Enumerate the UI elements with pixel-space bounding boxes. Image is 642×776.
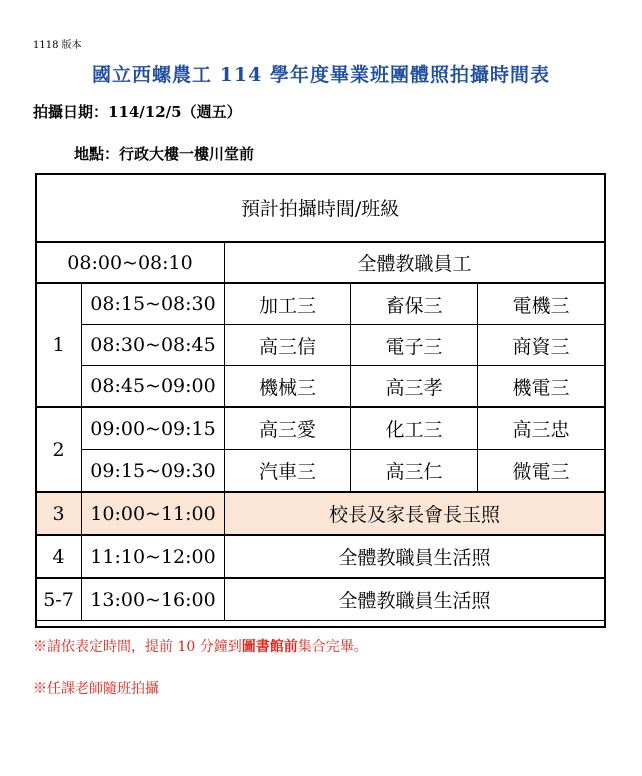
note-location: 圖書館前 <box>241 639 298 655</box>
class-cell: 加工三 <box>225 283 351 325</box>
note-text: ※請依表定時間，提前 10 分鐘到 <box>33 639 242 655</box>
time-cell: 10:00~11:00 <box>82 492 225 535</box>
class-cell: 機械三 <box>225 366 351 408</box>
group-cell: 全體教職員工 <box>225 242 605 283</box>
table-row <box>36 407 605 450</box>
schedule-table <box>35 173 605 621</box>
class-cell: 畜保三 <box>351 283 478 325</box>
class-cell: 微電三 <box>478 450 605 493</box>
time-cell: 08:00~08:10 <box>36 242 225 283</box>
class-cell: 商資三 <box>478 325 605 366</box>
version-label: 1118 版本 <box>33 40 82 51</box>
class-cell: 化工三 <box>351 407 478 450</box>
time-cell: 09:15~09:30 <box>82 450 225 493</box>
table-row <box>36 242 605 283</box>
table-row <box>36 283 605 325</box>
note-text: 集合完畢。 <box>297 639 368 655</box>
table-header: 預計拍攝時間/班級 <box>36 174 605 243</box>
note-arrival <box>33 636 368 656</box>
table-row-highlight <box>36 492 605 535</box>
class-cell: 機電三 <box>478 366 605 408</box>
group-cell: 校長及家長會長玉照 <box>225 492 605 535</box>
table-row <box>36 578 605 621</box>
table-row <box>36 450 605 493</box>
slot-number: 4 <box>36 535 82 578</box>
class-cell: 高三信 <box>225 325 351 366</box>
slot-number: 1 <box>36 283 82 407</box>
slot-number: 3 <box>36 492 82 535</box>
time-cell: 08:45~09:00 <box>82 366 225 408</box>
table-row <box>36 535 605 578</box>
class-cell: 高三仁 <box>351 450 478 493</box>
class-cell: 高三忠 <box>478 407 605 450</box>
time-cell: 11:10~12:00 <box>82 535 225 578</box>
group-cell: 全體教職員生活照 <box>225 535 605 578</box>
time-cell: 13:00~16:00 <box>82 578 225 621</box>
class-cell: 電子三 <box>351 325 478 366</box>
slot-number: 5-7 <box>36 578 82 621</box>
shoot-date: 拍攝日期：114/12/5（週五） <box>33 103 242 121</box>
group-cell: 全體教職員生活照 <box>225 578 605 621</box>
class-cell: 高三孝 <box>351 366 478 408</box>
shoot-location: 地點：行政大樓一樓川堂前 <box>74 145 255 163</box>
time-cell: 09:00~09:15 <box>82 407 225 450</box>
class-cell: 汽車三 <box>225 450 351 493</box>
table-row <box>36 325 605 366</box>
slot-number: 2 <box>36 407 82 492</box>
class-cell: 高三愛 <box>225 407 351 450</box>
table-row <box>36 366 605 408</box>
note-teachers: ※任課老師隨班拍攝 <box>33 681 159 697</box>
page-title: 國立西螺農工 114 學年度畢業班團體照拍攝時間表 <box>92 64 550 86</box>
time-cell: 08:30~08:45 <box>82 325 225 366</box>
time-cell: 08:15~08:30 <box>82 283 225 325</box>
class-cell: 電機三 <box>478 283 605 325</box>
table-header-row <box>36 174 605 243</box>
